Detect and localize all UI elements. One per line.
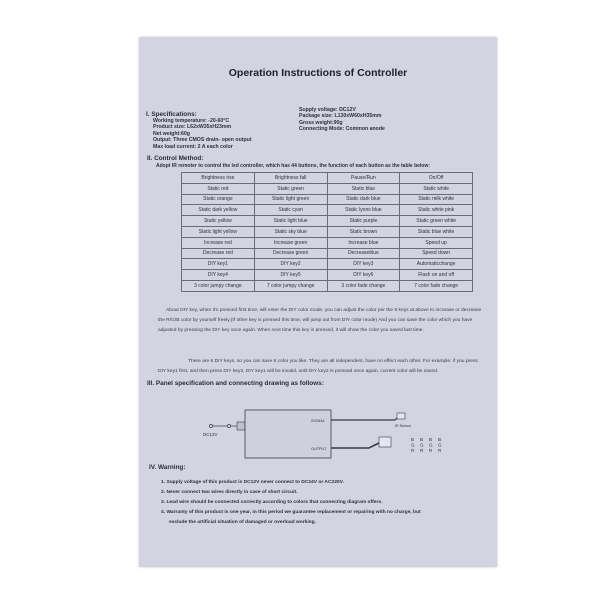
- warning-list: [161, 478, 491, 528]
- table-row: [182, 248, 473, 259]
- pin-label: R: [438, 448, 442, 453]
- ir-sensor-label: IR Sensor: [395, 424, 411, 428]
- spec-item: Supply voltage: DC12V: [299, 107, 356, 113]
- spec-item: Working temperature: -20-60°C: [153, 118, 230, 124]
- table-cell: Static dark yellow: [182, 205, 255, 216]
- output-connector: [379, 437, 391, 447]
- table-cell: Static brown: [327, 226, 400, 237]
- table-cell: Static white: [400, 183, 473, 194]
- table-cell: On/Off: [400, 173, 473, 184]
- table-row: [182, 280, 473, 291]
- table-row: [182, 226, 473, 237]
- pin-label: G: [411, 442, 415, 448]
- warning-item: 4. Warranty of this product is one year, in this period we guarantee replacement or repairing with no charge, but: [161, 510, 421, 515]
- table-cell: Static white pink: [400, 205, 473, 216]
- table-cell: DIY key5: [254, 270, 327, 281]
- table-cell: Increase blue: [327, 237, 400, 248]
- output-label: OUTPUT: [311, 447, 327, 451]
- table-cell: Static green white: [400, 216, 473, 227]
- table-cell: Decrease green: [254, 248, 327, 259]
- spec-item: Output: Three CMOS drain- open output: [153, 137, 252, 144]
- pin-labels: [411, 437, 442, 453]
- table-cell: Static sky blue: [254, 226, 327, 237]
- spec-item: Net weight:60g: [153, 130, 190, 137]
- button-function-table: [181, 172, 473, 292]
- diy-paragraph-2: There are 6 DIY keys, so you can save 6 color you like. They are all independent, have no effect each other. For example: if you press DIY key1 first, and then press DIY key2, DIY key1 will be invalid, until DIY key2 is pressed once again, current color will be saved.: [158, 359, 478, 374]
- pin-label: G: [438, 442, 442, 448]
- spec-item: Package size: L130xW60xH35mm: [299, 113, 382, 120]
- pin-label: B: [438, 437, 442, 442]
- pin-label: G: [429, 442, 433, 448]
- warning-heading: IV. Warning:: [149, 464, 186, 471]
- table-row: [182, 183, 473, 194]
- pin-label: R: [429, 448, 433, 453]
- warning-item: 2. Never connect two wires directly in case of short circuit.: [161, 490, 298, 495]
- pin-label: R: [411, 448, 415, 453]
- table-cell: Static cyan: [254, 205, 327, 216]
- pin-label: R: [420, 448, 424, 453]
- pin-label: B: [411, 437, 415, 442]
- table-cell: Static red: [182, 183, 255, 194]
- table-cell: Static yellow: [182, 216, 255, 227]
- table-cell: DIY key6: [327, 270, 400, 281]
- table-row: [182, 259, 473, 270]
- table-row: [182, 216, 473, 227]
- instruction-sheet: [139, 37, 497, 567]
- specs-left: [146, 111, 252, 150]
- table-row: [182, 270, 473, 281]
- table-cell: DIY key4: [182, 270, 255, 281]
- table-cell: Static purple: [327, 216, 400, 227]
- table-cell: Static light blue: [254, 216, 327, 227]
- warning-item: 3. Lead wire should be connected correctly according to colors that connecting diagram offers.: [161, 500, 383, 505]
- table-cell: 3 color jumpy change: [182, 280, 255, 291]
- table-cell: Static orange: [182, 194, 255, 205]
- table-cell: Static lyons blue: [327, 205, 400, 216]
- table-cell: Speed down: [400, 248, 473, 259]
- table-cell: Brightness rise: [182, 173, 255, 184]
- spec-item: Gross weight:90g: [299, 119, 343, 126]
- table-cell: Increase red: [182, 237, 255, 248]
- control-intro: Adopt IR remoter to control the led controller, which has 44 buttons, the function of each button as the table below:: [156, 163, 430, 169]
- pin-label: B: [429, 437, 433, 442]
- table-cell: Static blue white: [400, 226, 473, 237]
- warning-item-continued: exclude the artificial situation of damaged or overload working.: [169, 520, 317, 525]
- output-cable: [331, 442, 381, 448]
- table-cell: Flash on and off: [400, 270, 473, 281]
- table-cell: 7 color jumpy change: [254, 280, 327, 291]
- control-heading: II. Control Method:: [147, 155, 204, 162]
- spec-item: Max load current: 2 A each color: [153, 143, 233, 150]
- dc-label: DC12V: [203, 432, 218, 437]
- table-cell: 7 color fade change: [400, 280, 473, 291]
- table-cell: Decrease red: [182, 248, 255, 259]
- page-title: Operation Instructions of Controller: [228, 67, 408, 79]
- warning-item: 1. Supply voltage of this product is DC12V never connect to DC24V or AC220V.: [161, 480, 344, 485]
- table-cell: Static light yellow: [182, 226, 255, 237]
- specs-heading: I. Specifications:: [146, 111, 197, 118]
- signal-label: SIGNAL: [311, 419, 325, 423]
- specs-right: [299, 107, 385, 133]
- panel-heading: III. Panel specification and connecting drawing as follows:: [147, 380, 324, 387]
- table-cell: DIY key1: [182, 259, 255, 270]
- spec-item: Product size: L62xW35xH23mm: [153, 124, 232, 131]
- table-cell: Brightness fall: [254, 173, 327, 184]
- table-row: [182, 194, 473, 205]
- table-cell: Static milk white: [400, 194, 473, 205]
- signal-cable: [331, 416, 399, 420]
- diy-paragraph-1: About DIY key, when it's pressed first time, will enter the DIY color mode, you can adjust the color per the 6 keys at above to increase or decrease the R/G/B color by yourself freely.(If other key is pressed this time, will jump out from DIY color mode) And you can save the color which you have adjusted by pressing the DIY key once again. When next time this key is pressed, it will show the color you saved last time.: [158, 308, 482, 333]
- dc-input-symbol: [209, 424, 237, 427]
- table-cell: Static light green: [254, 194, 327, 205]
- table-cell: Static blue: [327, 183, 400, 194]
- ir-sensor: [397, 413, 405, 419]
- table-cell: Automaticchange: [400, 259, 473, 270]
- table-cell: 3 color fade change: [327, 280, 400, 291]
- connection-diagram: [199, 392, 459, 472]
- table-row: [182, 237, 473, 248]
- table-cell: DIY key3: [327, 259, 400, 270]
- table-row: [182, 173, 473, 184]
- table-cell: Increase green: [254, 237, 327, 248]
- table-cell: Speed up: [400, 237, 473, 248]
- table-cell: DIY key2: [254, 259, 327, 270]
- pin-label: G: [420, 442, 424, 448]
- table-cell: Pause/Run: [327, 173, 400, 184]
- table-cell: Static dark blue: [327, 194, 400, 205]
- pin-label: B: [420, 437, 424, 442]
- spec-item: Connecting Mode: Common anode: [299, 126, 385, 133]
- table-row: [182, 205, 473, 216]
- table-cell: Static green: [254, 183, 327, 194]
- table-cell: Decreaseblue: [327, 248, 400, 259]
- power-connector: [237, 422, 245, 430]
